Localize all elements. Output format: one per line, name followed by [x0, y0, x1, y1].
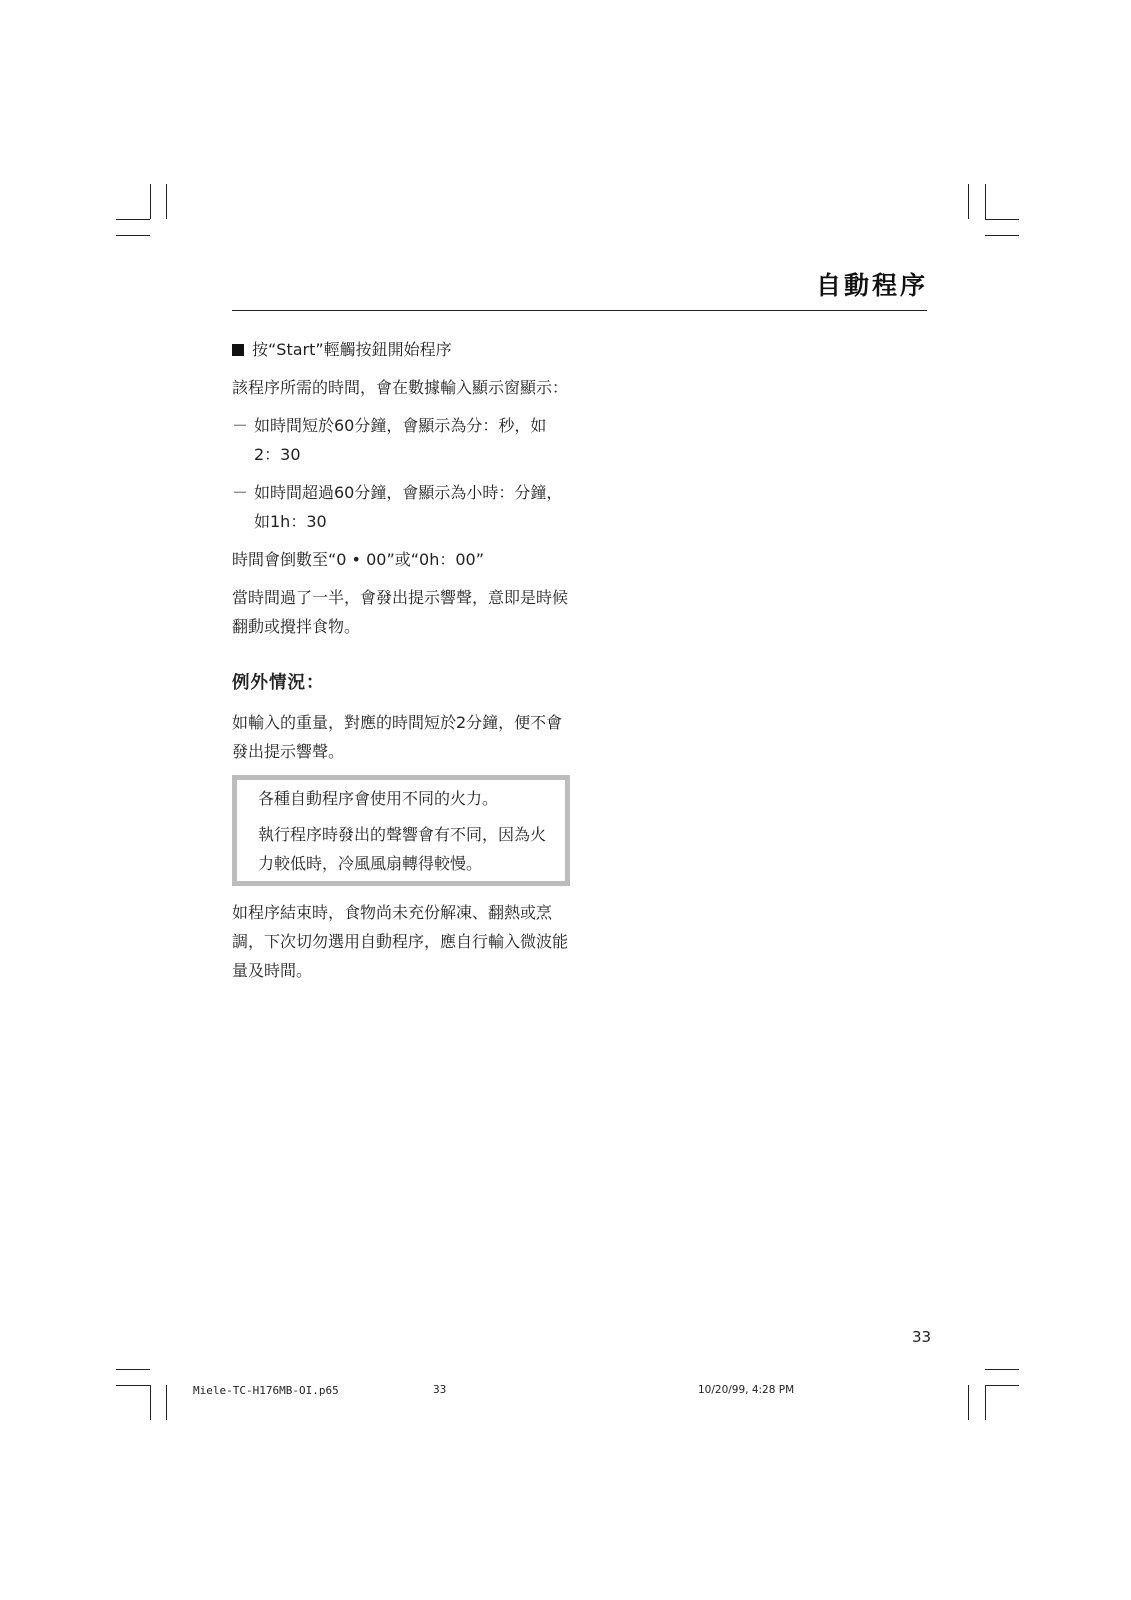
crop-mark [150, 184, 151, 219]
step-heading [232, 335, 570, 364]
crop-mark [166, 184, 167, 219]
exception-paragraph: 如輸入的重量，對應的時間短於2分鐘，便不會發出提示響聲。 [232, 713, 563, 761]
countdown-paragraph: 時間會倒數至“0 • 00”或“0h：00” [232, 550, 484, 569]
halfway-paragraph: 當時間過了一半，會發出提示響聲，意即是時候翻動或攪拌食物。 [232, 588, 569, 636]
note-line: 執行程序時發出的聲響會有不同，因為火力較低時，冷風風扇轉得較慢。 [258, 825, 547, 873]
page-title: 自動程序 [815, 271, 928, 300]
list-item [232, 478, 570, 536]
crop-mark [116, 219, 150, 220]
footer-datetime: 10/20/99, 4:28 PM [698, 1384, 795, 1396]
list-item-text: 如時間超過60分鐘，會顯示為小時：分鐘，如1h：30 [254, 483, 563, 531]
crop-mark [985, 1369, 1019, 1370]
list-item-text: 如時間短於60分鐘，會顯示為分：秒，如2：30 [254, 416, 547, 464]
crop-mark [985, 184, 986, 219]
dash-bullet: － [232, 483, 249, 502]
page-number: 33 [912, 1328, 932, 1346]
crop-mark [116, 235, 150, 236]
footer-filename: Miele-TC-H176MB-OI.p65 [193, 1384, 339, 1397]
title-rule [232, 310, 927, 311]
crop-mark [968, 1385, 969, 1420]
note-box [232, 775, 570, 886]
main-content [232, 335, 570, 994]
crop-mark [968, 184, 969, 219]
list-item [232, 411, 570, 469]
crop-mark [116, 1369, 150, 1370]
crop-mark [985, 1385, 986, 1420]
crop-mark [985, 235, 1019, 236]
note-line: 各種自動程序會使用不同的火力。 [258, 789, 499, 808]
closing-paragraph: 如程序結束時，食物尚未充份解凍、翻熱或烹調，下次切勿選用自動程序，應自行輸入微波能量及時間。 [232, 903, 569, 980]
crop-mark [150, 1385, 151, 1420]
crop-mark [116, 1385, 150, 1386]
square-bullet-icon [232, 344, 244, 356]
exceptions-heading: 例外情況： [232, 673, 325, 693]
crop-mark [166, 1385, 167, 1420]
footer-page: 33 [433, 1384, 447, 1396]
dash-bullet: － [232, 416, 249, 435]
intro-paragraph: 該程序所需的時間，會在數據輸入顯示窗顯示： [232, 378, 569, 397]
crop-mark [985, 219, 1019, 220]
step-heading-text: 按“Start”輕觸按鈕開始程序 [252, 340, 452, 359]
crop-mark [985, 1385, 1019, 1386]
